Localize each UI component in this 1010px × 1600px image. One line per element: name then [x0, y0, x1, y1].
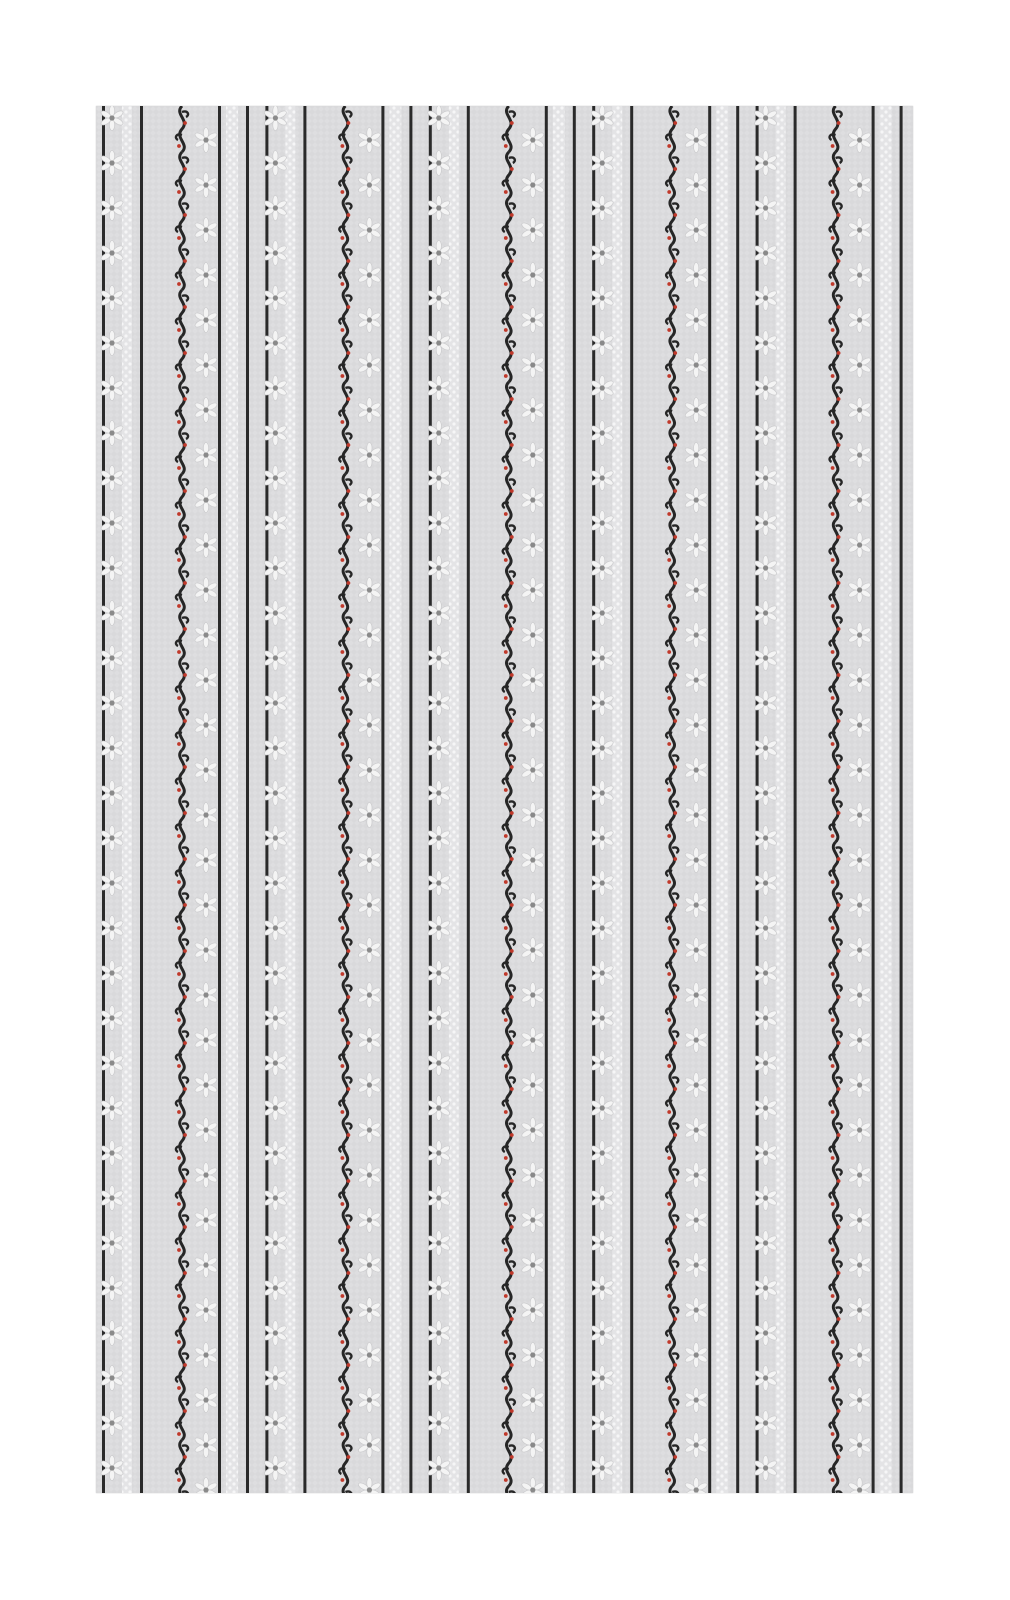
dotted-band: [122, 106, 132, 1493]
thin-black-stripe: [140, 106, 143, 1493]
thin-black-stripe: [218, 106, 221, 1493]
dotted-band: [285, 106, 295, 1493]
dotted-band: [612, 106, 622, 1493]
thin-black-stripe: [545, 106, 548, 1493]
thin-black-stripe: [409, 106, 412, 1493]
thin-black-stripe: [794, 106, 797, 1493]
thin-black-stripe: [381, 106, 384, 1493]
dotted-band: [880, 106, 892, 1493]
dotted-band: [553, 106, 565, 1493]
thin-black-stripe: [467, 106, 470, 1493]
thin-black-stripe: [708, 106, 711, 1493]
thin-black-stripe: [303, 106, 306, 1493]
thin-black-stripe: [573, 106, 576, 1493]
dotted-band: [716, 106, 728, 1493]
dotted-band: [449, 106, 459, 1493]
thin-black-stripe: [900, 106, 903, 1493]
dotted-band: [776, 106, 786, 1493]
towel-pattern: [96, 106, 913, 1493]
thin-black-stripe: [630, 106, 633, 1493]
thin-black-stripe: [736, 106, 739, 1493]
thin-black-stripe: [246, 106, 249, 1493]
dotted-band: [226, 106, 238, 1493]
thin-black-stripe: [872, 106, 875, 1493]
striped-tea-towel: [96, 106, 913, 1493]
dotted-band: [389, 106, 401, 1493]
